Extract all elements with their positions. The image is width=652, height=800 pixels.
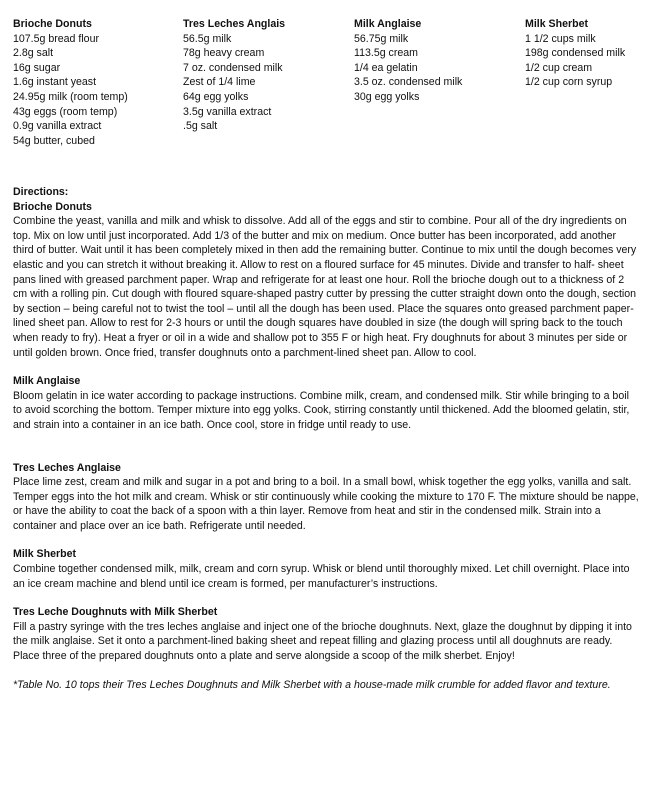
section-body-milk-anglaise: Bloom gelatin in ice water according to package instructions. Combine milk, cream, and condensed milk. Stir while bringing to a boil to avoid scorching the bottom. Temper mixture into egg yolks. Cook, stirring constantly until thickened. Add the bloomed gelatin, stir, and strain into a container in an ice bath. Once cool, store in fridge until ready to use. [13, 389, 630, 431]
ingredient-item: 198g condensed milk [525, 47, 626, 60]
ingredient-item: 43g eggs (room temp) [13, 105, 118, 118]
ingredient-item: 7 oz. condensed milk [183, 61, 283, 74]
ingredient-item: 54g butter, cubed [13, 134, 95, 147]
ingredient-item: 1/2 cup corn syrup [525, 76, 613, 89]
ingredient-item: 24.95g milk (room temp) [13, 90, 128, 103]
ingredient-item: 30g egg yolks [354, 90, 420, 103]
ingredient-item: 1/4 ea gelatin [354, 61, 418, 74]
ingredient-item: 16g sugar [13, 61, 61, 74]
ingredient-item: 113.5g cream [354, 47, 418, 60]
section-title-milk-anglaise: Milk Anglaise [13, 375, 81, 388]
ingredient-list-milk-anglaise [354, 17, 462, 105]
ingredient-item: 107.5g bread flour [13, 32, 99, 45]
ingredient-item: 1 1/2 cups milk [525, 32, 596, 45]
ingredient-item: .5g salt [183, 120, 218, 133]
ingredient-list-milk-sherbet [525, 17, 625, 90]
ingredient-item: 0.9g vanilla extract [13, 120, 102, 133]
ingredient-item: 3.5g vanilla extract [183, 105, 272, 118]
footnote: *Table No. 10 tops their Tres Leches Doughnuts and Milk Sherbet with a house-made milk crumble for added flavor and texture. [13, 678, 611, 691]
section-title-tres-leches-anglaise: Tres Leches Anglaise [13, 461, 121, 474]
ingredient-item: 56.75g milk [354, 32, 409, 45]
section-title-tres-leche-doughnuts: Tres Leche Doughnuts with Milk Sherbet [13, 606, 218, 619]
ingredient-list-title: Milk Anglaise [354, 18, 422, 30]
ingredient-list-tres-leches-anglais [183, 17, 285, 134]
section-body-tres-leche-doughnuts: Fill a pastry syringe with the tres leches anglaise and inject one of the brioche doughnuts. Next, glaze the doughnut by dipping it into the milk anglaise. Set it onto a parchment-lined baking sheet and repeat filling and glazing process until all doughnuts are ready. Place three of the prepared doughnuts onto a plate and serve alongside a scoop of the milk sherbet. Enjoy! [13, 620, 632, 663]
ingredient-list-title: Milk Sherbet [525, 18, 588, 30]
ingredient-list-brioche-donuts [13, 17, 128, 148]
ingredient-item: 1.6g instant yeast [13, 76, 97, 89]
directions [13, 185, 639, 692]
ingredient-item: 1/2 cup cream [525, 61, 593, 74]
ingredient-item: 2.8g salt [13, 47, 54, 60]
section-title-milk-sherbet: Milk Sherbet [13, 548, 76, 561]
ingredient-list-title: Tres Leches Anglais [183, 18, 286, 30]
ingredient-list-title: Brioche Donuts [13, 18, 92, 30]
ingredient-item: Zest of 1/4 lime [183, 76, 256, 89]
section-title-brioche-donuts: Brioche Donuts [13, 200, 92, 213]
ingredient-item: 3.5 oz. condensed milk [354, 76, 463, 89]
section-body-tres-leches-anglaise: Place lime zest, cream and milk and sugar in a pot and bring to a boil. In a small bowl, whisk together the egg yolks, vanilla and salt. Temper eggs into the hot milk and cream. Whisk or stir continuously while cooking the mixture to 170 F. The mixture should be nappe, or have the ability to coat the back of a spoon with a thin layer. Remove from heat and stir in the condensed milk. Strain into a container and place over an ice bath. Refrigerate until needed. [13, 476, 639, 532]
directions-heading: Directions: [13, 186, 69, 198]
ingredient-item: 56.5g milk [183, 32, 232, 45]
section-body-brioche-donuts: Combine the yeast, vanilla and milk and whisk to dissolve. Add all of the eggs and stir to combine. Pour all of the dry ingredients on top. Mix on low until just incorporated. Add 1/3 of the butter and mix on medium. Once butter has been incorporated, add another third of butter. Wait until it has been completely mixed in then add the remaining butter. Continue to mix until the dough becomes very elastic and you can stretch it without breaking it. Allow to rest on a floured surface for 45 minutes. Divide and transfer to half- sheet pans lined with greased parchment paper. Wrap and refrigerate for at least one hour. Roll the brioche dough out to a thickness of 2 cm with a rolling pin. Cut dough with floured square-shaped pastry cutter by pressing the cutter straight down onto the dough, section by section – being careful not to twist the tool – until all the dough has been used. Place the squares onto greased parchment paper-lined sheet pan. Allow to rest for 2-3 hours or until the dough squares have doubled in size (the dough will spring back to the touch when ready to fry). Heat a fryer or oil in a wide and shallow pot to 355 F or high heat. Fry doughnuts for about 3 minutes per side or until golden brown. Once fried, transfer doughnuts onto a parchment-lined sheet pan. Allow to cool. [13, 215, 637, 359]
section-body-milk-sherbet: Combine together condensed milk, milk, cream and corn syrup. Whisk or blend until thoroughly mixed. Let chill overnight. Place into an ice cream machine and blend until ice cream is formed, per manufacturer’s instructions. [13, 563, 630, 590]
ingredient-item: 78g heavy cream [183, 47, 265, 60]
ingredient-item: 64g egg yolks [183, 90, 249, 103]
